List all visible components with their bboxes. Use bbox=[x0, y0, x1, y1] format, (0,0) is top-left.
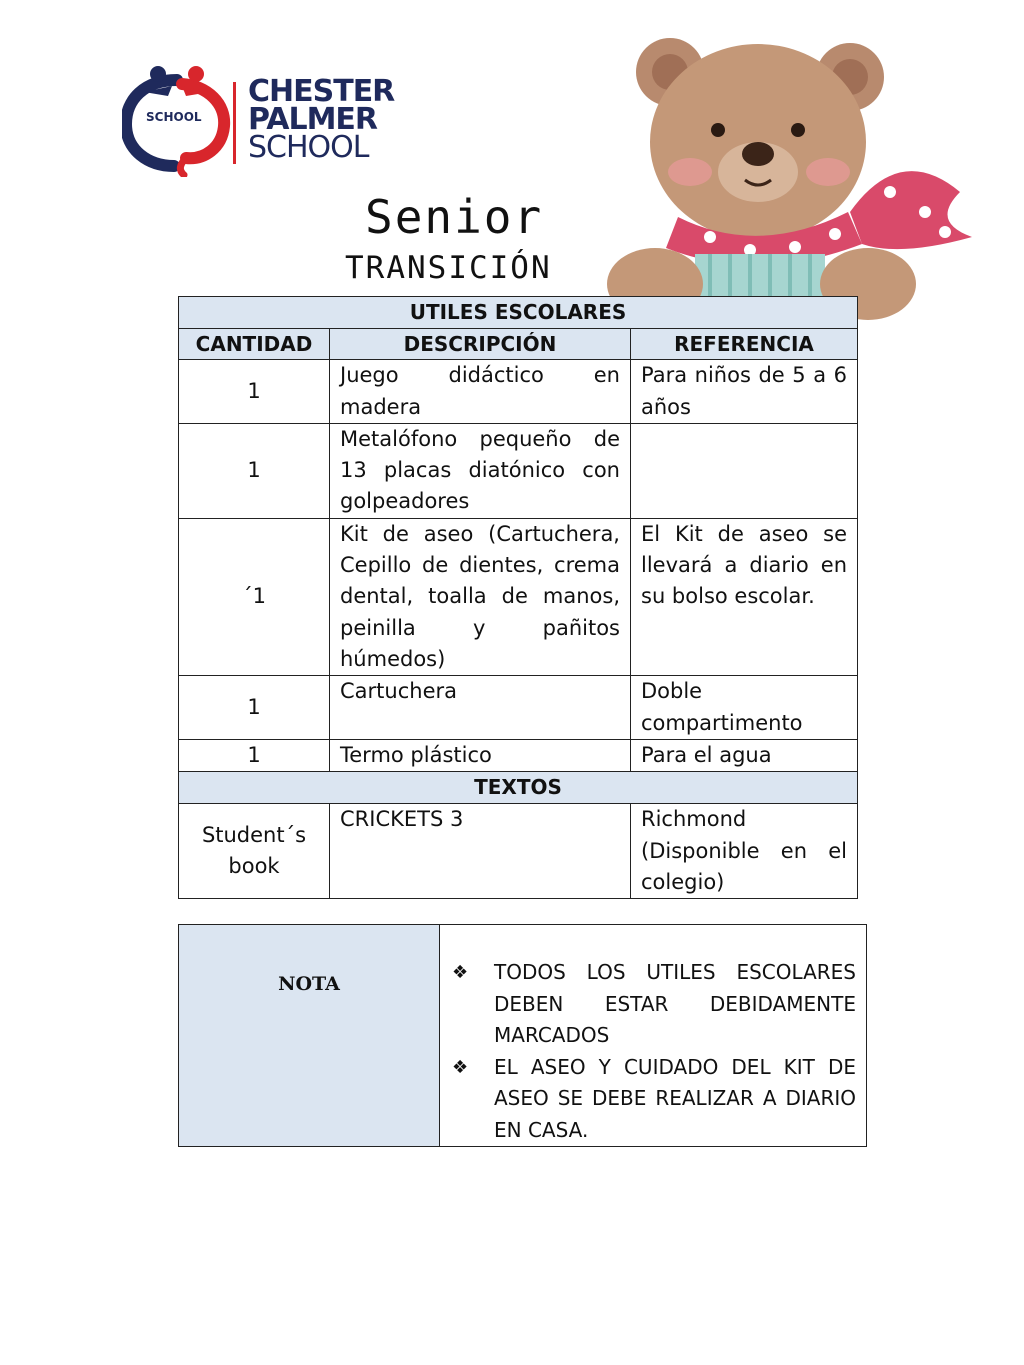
supplies-table bbox=[178, 296, 858, 899]
note-label: NOTA bbox=[179, 925, 440, 1147]
row-quantity: 1 bbox=[179, 739, 330, 771]
note-item-text: TODOS LOS UTILES ESCOLARES DEBEN ESTAR DEBIDAMENTE MARCADOS bbox=[494, 960, 856, 1047]
column-header-description: DESCRIPCIÓN bbox=[330, 329, 631, 360]
section-header-texts: TEXTOS bbox=[179, 772, 858, 804]
list-item bbox=[452, 1052, 856, 1147]
row-reference: Doble compartimento bbox=[631, 676, 858, 740]
row-reference: Richmond (Disponible en el colegio) bbox=[631, 804, 858, 899]
teddy-bear-illustration bbox=[600, 22, 980, 322]
row-description: CRICKETS 3 bbox=[330, 804, 631, 899]
table-row bbox=[179, 676, 858, 740]
logo-line-2: PALMER bbox=[248, 102, 378, 137]
row-quantity: 1 bbox=[179, 360, 330, 424]
row-quantity: Student´s book bbox=[179, 804, 330, 899]
row-description: Cartuchera bbox=[330, 676, 631, 740]
row-reference: Para el agua bbox=[631, 739, 858, 771]
row-quantity: 1 bbox=[179, 423, 330, 518]
diamond-bullet-icon: ❖ bbox=[452, 1056, 469, 1078]
table-row bbox=[179, 804, 858, 899]
row-quantity: ´1 bbox=[179, 518, 330, 675]
note-item-text: EL ASEO Y CUIDADO DEL KIT DE ASEO SE DEBE REALIZAR A DIARIO EN CASA. bbox=[494, 1054, 856, 1142]
logo-line-1: CHESTER bbox=[248, 74, 395, 109]
page-title: Senior bbox=[365, 190, 544, 244]
table-row bbox=[179, 360, 858, 424]
logo-badge-text: SCHOOL bbox=[146, 110, 202, 124]
column-header-quantity: CANTIDAD bbox=[179, 329, 330, 360]
note-table bbox=[178, 924, 867, 1147]
diamond-bullet-icon: ❖ bbox=[452, 962, 469, 983]
logo-wordmark bbox=[248, 74, 395, 165]
logo-line-3: SCHOOL bbox=[248, 130, 369, 165]
logo-divider bbox=[233, 82, 236, 164]
row-reference bbox=[631, 423, 858, 518]
column-header-reference: REFERENCIA bbox=[631, 329, 858, 360]
row-description: Juego didáctico en madera bbox=[330, 360, 631, 424]
note-body bbox=[440, 925, 867, 1147]
note-list bbox=[452, 957, 856, 1146]
row-reference: El Kit de aseo se llevará a diario en su bolso escolar. bbox=[631, 518, 858, 675]
table-row bbox=[179, 739, 858, 771]
row-reference: Para niños de 5 a 6 años bbox=[631, 360, 858, 424]
table-row bbox=[179, 518, 858, 675]
row-description: Termo plástico bbox=[330, 739, 631, 771]
row-description: Metalófono pequeño de 13 placas diatónico con golpeadores bbox=[330, 423, 631, 518]
table-row bbox=[179, 423, 858, 518]
row-description: Kit de aseo (Cartuchera, Cepillo de dientes, crema dental, toalla de manos, peinilla y pañitos húmedos) bbox=[330, 518, 631, 675]
list-item bbox=[452, 957, 856, 1052]
section-header-supplies: UTILES ESCOLARES bbox=[179, 297, 858, 329]
grade-level: TRANSICIÓN bbox=[345, 250, 552, 286]
row-quantity: 1 bbox=[179, 676, 330, 740]
